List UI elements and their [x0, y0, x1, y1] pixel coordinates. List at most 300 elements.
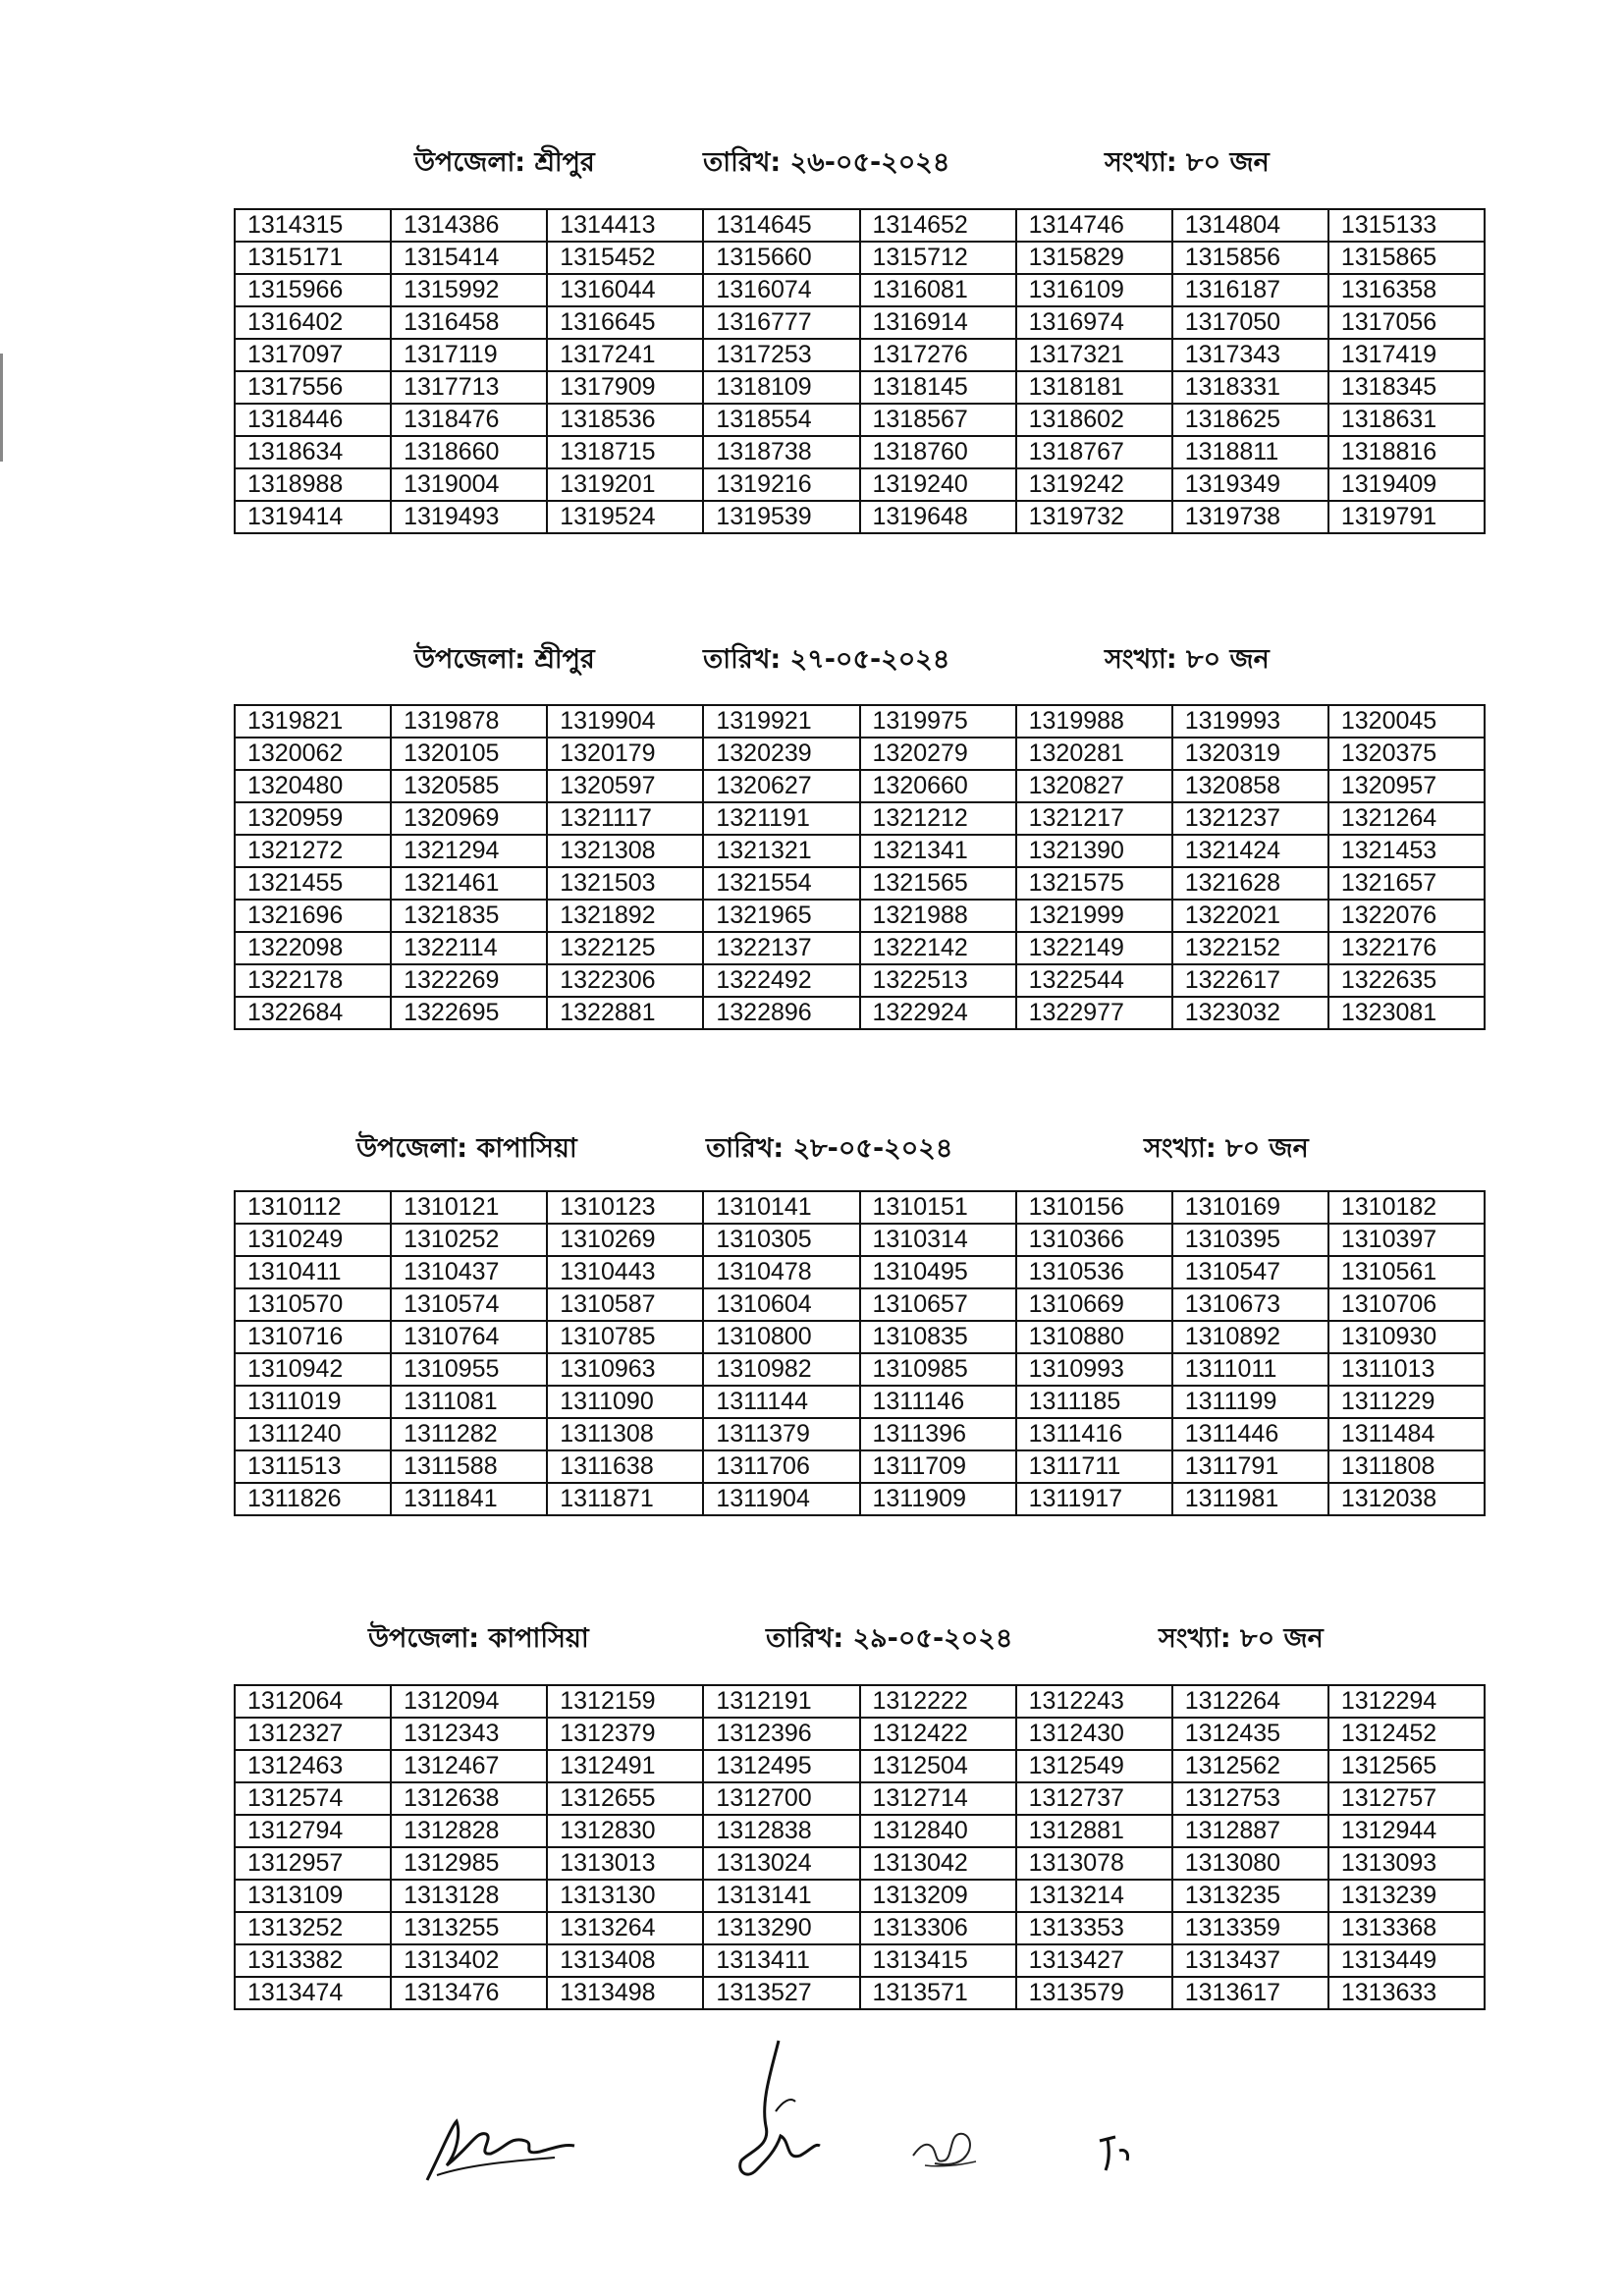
roll-number-cell: 1311146	[860, 1386, 1016, 1418]
roll-number-cell: 1322881	[547, 997, 703, 1029]
roll-number-cell: 1312379	[547, 1718, 703, 1750]
roll-table	[234, 208, 1486, 534]
roll-number-cell: 1318145	[860, 371, 1016, 404]
roll-number-cell: 1310604	[703, 1288, 859, 1321]
table-row	[235, 1847, 1485, 1880]
roll-number-cell: 1318988	[235, 468, 391, 501]
roll-number-cell: 1312422	[860, 1718, 1016, 1750]
roll-number-cell: 1313255	[391, 1912, 547, 1944]
roll-number-cell: 1310800	[703, 1321, 859, 1353]
roll-number-cell: 1310314	[860, 1224, 1016, 1256]
table-row	[235, 1815, 1485, 1847]
roll-number-cell: 1312452	[1328, 1718, 1485, 1750]
roll-number-cell: 1317050	[1172, 306, 1328, 339]
roll-number-cell: 1313449	[1328, 1944, 1485, 1977]
roll-number-cell: 1313013	[547, 1847, 703, 1880]
roll-number-cell: 1319988	[1016, 705, 1172, 738]
roll-number-cell: 1311808	[1328, 1450, 1485, 1483]
date-label: তারিখ: ২৭-০৫-২০২৪	[703, 644, 950, 675]
roll-number-cell: 1315712	[860, 242, 1016, 274]
roll-number-cell: 1319648	[860, 501, 1016, 533]
roll-number-cell: 1311826	[235, 1483, 391, 1515]
roll-number-cell: 1312840	[860, 1815, 1016, 1847]
roll-number-cell: 1312159	[547, 1685, 703, 1718]
roll-number-cell: 1321575	[1016, 867, 1172, 900]
roll-number-cell: 1321424	[1172, 835, 1328, 867]
roll-number-cell: 1310963	[547, 1353, 703, 1386]
roll-number-cell: 1312038	[1328, 1483, 1485, 1515]
roll-number-cell: 1311981	[1172, 1483, 1328, 1515]
roll-number-cell: 1321461	[391, 867, 547, 900]
roll-number-cell: 1312574	[235, 1782, 391, 1815]
roll-number-cell: 1319738	[1172, 501, 1328, 533]
roll-number-cell: 1320062	[235, 738, 391, 770]
roll-number-cell: 1312191	[703, 1685, 859, 1718]
roll-number-cell: 1310252	[391, 1224, 547, 1256]
roll-number-cell: 1311240	[235, 1418, 391, 1450]
roll-number-cell: 1315856	[1172, 242, 1328, 274]
roll-number-cell: 1313353	[1016, 1912, 1172, 1944]
roll-number-cell: 1311711	[1016, 1450, 1172, 1483]
count-label: সংখ্যা: ৮০ জন	[1105, 147, 1270, 178]
upazila-label: উপজেলা: কাপাসিয়া	[356, 1133, 577, 1164]
roll-number-cell: 1310397	[1328, 1224, 1485, 1256]
roll-number-cell: 1322137	[703, 932, 859, 964]
table-row	[235, 274, 1485, 306]
roll-number-cell: 1321272	[235, 835, 391, 867]
roll-number-cell: 1311308	[547, 1418, 703, 1450]
section-header	[234, 639, 1486, 683]
roll-number-cell: 1319201	[547, 468, 703, 501]
roll-number-cell: 1310880	[1016, 1321, 1172, 1353]
roll-number-cell: 1311904	[703, 1483, 859, 1515]
roll-number-cell: 1311416	[1016, 1418, 1172, 1450]
upazila-label: উপজেলা: শ্রীপুর	[414, 147, 595, 178]
roll-number-cell: 1313252	[235, 1912, 391, 1944]
roll-number-cell: 1310151	[860, 1191, 1016, 1224]
roll-number-cell: 1311379	[703, 1418, 859, 1450]
roll-number-cell: 1310478	[703, 1256, 859, 1288]
roll-number-cell: 1316187	[1172, 274, 1328, 306]
roll-number-cell: 1322896	[703, 997, 859, 1029]
roll-number-cell: 1316777	[703, 306, 859, 339]
table-row	[235, 306, 1485, 339]
roll-number-cell: 1321892	[547, 900, 703, 932]
table-row	[235, 802, 1485, 835]
table-row	[235, 1782, 1485, 1815]
roll-number-cell: 1318634	[235, 436, 391, 468]
roll-number-cell: 1320179	[547, 738, 703, 770]
section-header	[234, 142, 1486, 186]
roll-number-cell: 1319524	[547, 501, 703, 533]
roll-number-cell: 1322695	[391, 997, 547, 1029]
roll-number-cell: 1320957	[1328, 770, 1485, 802]
roll-number-cell: 1310955	[391, 1353, 547, 1386]
roll-number-cell: 1313427	[1016, 1944, 1172, 1977]
roll-number-cell: 1322513	[860, 964, 1016, 997]
roll-number-cell: 1319409	[1328, 468, 1485, 501]
table-row	[235, 932, 1485, 964]
roll-number-cell: 1313617	[1172, 1977, 1328, 2009]
roll-number-cell: 1319904	[547, 705, 703, 738]
roll-number-cell: 1310437	[391, 1256, 547, 1288]
roll-number-cell: 1315452	[547, 242, 703, 274]
roll-number-cell: 1320969	[391, 802, 547, 835]
roll-number-cell: 1312327	[235, 1718, 391, 1750]
roll-number-cell: 1321308	[547, 835, 703, 867]
roll-number-cell: 1310942	[235, 1353, 391, 1386]
roll-number-cell: 1318816	[1328, 436, 1485, 468]
roll-number-cell: 1318181	[1016, 371, 1172, 404]
roll-number-cell: 1316974	[1016, 306, 1172, 339]
roll-number-cell: 1321628	[1172, 867, 1328, 900]
roll-number-cell: 1312737	[1016, 1782, 1172, 1815]
roll-number-cell: 1312957	[235, 1847, 391, 1880]
table-row	[235, 835, 1485, 867]
date-label: তারিখ: ২৮-০৫-২০২৪	[706, 1133, 953, 1164]
table-row	[235, 1386, 1485, 1418]
roll-number-cell: 1311396	[860, 1418, 1016, 1450]
roll-number-cell: 1311791	[1172, 1450, 1328, 1483]
roll-number-cell: 1321321	[703, 835, 859, 867]
roll-number-cell: 1315414	[391, 242, 547, 274]
roll-number-cell: 1320239	[703, 738, 859, 770]
signature-4	[1090, 2129, 1149, 2178]
roll-number-cell: 1321965	[703, 900, 859, 932]
roll-number-cell: 1315992	[391, 274, 547, 306]
roll-number-cell: 1320858	[1172, 770, 1328, 802]
roll-number-cell: 1311706	[703, 1450, 859, 1483]
section-header	[234, 1128, 1486, 1172]
roll-number-cell: 1317097	[235, 339, 391, 371]
roll-number-cell: 1311709	[860, 1450, 1016, 1483]
roll-number-cell: 1322492	[703, 964, 859, 997]
roll-number-cell: 1322176	[1328, 932, 1485, 964]
roll-number-cell: 1316109	[1016, 274, 1172, 306]
roll-number-cell: 1317556	[235, 371, 391, 404]
roll-number-cell: 1312549	[1016, 1750, 1172, 1782]
table-row	[235, 1450, 1485, 1483]
roll-number-cell: 1310785	[547, 1321, 703, 1353]
table-row	[235, 1288, 1485, 1321]
table-row	[235, 1912, 1485, 1944]
roll-number-cell: 1312838	[703, 1815, 859, 1847]
roll-number-cell: 1312881	[1016, 1815, 1172, 1847]
roll-number-cell: 1313579	[1016, 1977, 1172, 2009]
roll-table	[234, 704, 1486, 1030]
table-row	[235, 404, 1485, 436]
roll-number-cell: 1322306	[547, 964, 703, 997]
roll-number-cell: 1311841	[391, 1483, 547, 1515]
roll-number-cell: 1311513	[235, 1450, 391, 1483]
roll-number-cell: 1313359	[1172, 1912, 1328, 1944]
roll-number-cell: 1320827	[1016, 770, 1172, 802]
roll-number-cell: 1313239	[1328, 1880, 1485, 1912]
roll-number-cell: 1311090	[547, 1386, 703, 1418]
table-row	[235, 1321, 1485, 1353]
roll-number-cell: 1322149	[1016, 932, 1172, 964]
roll-number-cell: 1321503	[547, 867, 703, 900]
roll-number-cell: 1310305	[703, 1224, 859, 1256]
roll-number-cell: 1310587	[547, 1288, 703, 1321]
roll-number-cell: 1323081	[1328, 997, 1485, 1029]
roll-number-cell: 1310395	[1172, 1224, 1328, 1256]
roll-number-cell: 1321696	[235, 900, 391, 932]
roll-number-cell: 1315660	[703, 242, 859, 274]
roll-number-cell: 1322152	[1172, 932, 1328, 964]
upazila-label: উপজেলা: শ্রীপুর	[414, 644, 595, 675]
roll-number-cell: 1313498	[547, 1977, 703, 2009]
roll-number-cell: 1310495	[860, 1256, 1016, 1288]
roll-number-cell: 1317056	[1328, 306, 1485, 339]
roll-number-cell: 1316081	[860, 274, 1016, 306]
roll-number-cell: 1318331	[1172, 371, 1328, 404]
roll-number-cell: 1311638	[547, 1450, 703, 1483]
roll-number-cell: 1321264	[1328, 802, 1485, 835]
roll-number-cell: 1318602	[1016, 404, 1172, 436]
roll-number-cell: 1321554	[703, 867, 859, 900]
roll-number-cell: 1313571	[860, 1977, 1016, 2009]
roll-number-cell: 1317253	[703, 339, 859, 371]
roll-number-cell: 1321999	[1016, 900, 1172, 932]
roll-number-cell: 1321657	[1328, 867, 1485, 900]
table-row	[235, 997, 1485, 1029]
roll-number-cell: 1322142	[860, 932, 1016, 964]
roll-number-cell: 1313214	[1016, 1880, 1172, 1912]
roll-number-cell: 1322269	[391, 964, 547, 997]
roll-number-cell: 1314652	[860, 209, 1016, 242]
roll-number-cell: 1314386	[391, 209, 547, 242]
roll-number-cell: 1313209	[860, 1880, 1016, 1912]
roll-number-cell: 1322076	[1328, 900, 1485, 932]
roll-number-cell: 1318625	[1172, 404, 1328, 436]
roll-number-cell: 1312430	[1016, 1718, 1172, 1750]
roll-number-cell: 1319004	[391, 468, 547, 501]
roll-number-cell: 1320585	[391, 770, 547, 802]
roll-number-cell: 1310121	[391, 1191, 547, 1224]
roll-number-cell: 1318567	[860, 404, 1016, 436]
roll-number-cell: 1317119	[391, 339, 547, 371]
roll-number-cell: 1312828	[391, 1815, 547, 1847]
roll-number-cell: 1319821	[235, 705, 391, 738]
roll-number-cell: 1322114	[391, 932, 547, 964]
table-row	[235, 770, 1485, 802]
roll-number-cell: 1312435	[1172, 1718, 1328, 1750]
roll-number-cell: 1321212	[860, 802, 1016, 835]
roll-number-cell: 1311144	[703, 1386, 859, 1418]
table-row	[235, 1977, 1485, 2009]
roll-number-cell: 1313264	[547, 1912, 703, 1944]
roll-number-cell: 1310547	[1172, 1256, 1328, 1288]
roll-number-cell: 1318476	[391, 404, 547, 436]
roll-number-cell: 1321455	[235, 867, 391, 900]
roll-number-cell: 1322544	[1016, 964, 1172, 997]
roll-number-cell: 1311019	[235, 1386, 391, 1418]
roll-number-cell: 1312562	[1172, 1750, 1328, 1782]
roll-number-cell: 1319414	[235, 501, 391, 533]
roll-number-cell: 1316074	[703, 274, 859, 306]
roll-number-cell: 1322021	[1172, 900, 1328, 932]
roll-number-cell: 1310835	[860, 1321, 1016, 1353]
roll-number-cell: 1312294	[1328, 1685, 1485, 1718]
roll-number-cell: 1313141	[703, 1880, 859, 1912]
roll-number-cell: 1320105	[391, 738, 547, 770]
roll-number-cell: 1310366	[1016, 1224, 1172, 1256]
table-row	[235, 468, 1485, 501]
roll-number-cell: 1319791	[1328, 501, 1485, 533]
roll-number-cell: 1312944	[1328, 1815, 1485, 1847]
roll-number-cell: 1321191	[703, 802, 859, 835]
roll-number-cell: 1314804	[1172, 209, 1328, 242]
table-row	[235, 1224, 1485, 1256]
roll-number-cell: 1310993	[1016, 1353, 1172, 1386]
roll-number-cell: 1310892	[1172, 1321, 1328, 1353]
roll-number-cell: 1313402	[391, 1944, 547, 1977]
roll-number-cell: 1322125	[547, 932, 703, 964]
table-row	[235, 1191, 1485, 1224]
table-row	[235, 738, 1485, 770]
table-row	[235, 242, 1485, 274]
roll-number-cell: 1311013	[1328, 1353, 1485, 1386]
roll-number-cell: 1319878	[391, 705, 547, 738]
table-row	[235, 436, 1485, 468]
roll-number-cell: 1312467	[391, 1750, 547, 1782]
roll-number-cell: 1313411	[703, 1944, 859, 1977]
roll-number-cell: 1311081	[391, 1386, 547, 1418]
roll-number-cell: 1310536	[1016, 1256, 1172, 1288]
roll-number-cell: 1319349	[1172, 468, 1328, 501]
roll-number-cell: 1311871	[547, 1483, 703, 1515]
section-header	[234, 1618, 1486, 1662]
roll-number-cell: 1320279	[860, 738, 1016, 770]
roll-number-cell: 1312830	[547, 1815, 703, 1847]
roll-number-cell: 1311282	[391, 1418, 547, 1450]
roll-number-cell: 1318767	[1016, 436, 1172, 468]
table-row	[235, 867, 1485, 900]
roll-number-cell: 1315966	[235, 274, 391, 306]
roll-number-cell: 1320627	[703, 770, 859, 802]
roll-number-cell: 1313527	[703, 1977, 859, 2009]
roll-number-cell: 1313078	[1016, 1847, 1172, 1880]
signature-3	[905, 2116, 984, 2175]
roll-number-cell: 1318738	[703, 436, 859, 468]
roll-number-cell: 1318811	[1172, 436, 1328, 468]
roll-number-cell: 1310561	[1328, 1256, 1485, 1288]
roll-number-cell: 1310443	[547, 1256, 703, 1288]
roll-number-cell: 1322098	[235, 932, 391, 964]
roll-number-cell: 1319493	[391, 501, 547, 533]
roll-number-cell: 1310269	[547, 1224, 703, 1256]
roll-number-cell: 1319539	[703, 501, 859, 533]
roll-number-cell: 1321390	[1016, 835, 1172, 867]
roll-table	[234, 1684, 1486, 2010]
roll-number-cell: 1313382	[235, 1944, 391, 1977]
roll-number-cell: 1319993	[1172, 705, 1328, 738]
roll-number-cell: 1316458	[391, 306, 547, 339]
roll-number-cell: 1310169	[1172, 1191, 1328, 1224]
signature-1	[417, 2097, 584, 2190]
roll-number-cell: 1321117	[547, 802, 703, 835]
roll-number-cell: 1319242	[1016, 468, 1172, 501]
roll-number-cell: 1312714	[860, 1782, 1016, 1815]
roll-number-cell: 1316044	[547, 274, 703, 306]
roll-number-cell: 1311199	[1172, 1386, 1328, 1418]
roll-number-cell: 1310982	[703, 1353, 859, 1386]
roll-number-cell: 1317343	[1172, 339, 1328, 371]
roll-number-cell: 1310716	[235, 1321, 391, 1353]
roll-number-cell: 1312700	[703, 1782, 859, 1815]
roll-number-cell: 1312495	[703, 1750, 859, 1782]
roll-number-cell: 1322617	[1172, 964, 1328, 997]
roll-number-cell: 1317713	[391, 371, 547, 404]
roll-number-cell: 1317909	[547, 371, 703, 404]
roll-number-cell: 1313080	[1172, 1847, 1328, 1880]
roll-number-cell: 1314413	[547, 209, 703, 242]
roll-number-cell: 1320319	[1172, 738, 1328, 770]
roll-number-cell: 1318660	[391, 436, 547, 468]
roll-number-cell: 1313415	[860, 1944, 1016, 1977]
roll-number-cell: 1312243	[1016, 1685, 1172, 1718]
date-label: তারিখ: ২৬-০৫-২০২৪	[703, 147, 950, 178]
table-row	[235, 371, 1485, 404]
table-row	[235, 1483, 1485, 1515]
roll-number-cell: 1315865	[1328, 242, 1485, 274]
roll-number-cell: 1310249	[235, 1224, 391, 1256]
count-label: সংখ্যা: ৮০ জন	[1144, 1133, 1309, 1164]
roll-number-cell: 1318536	[547, 404, 703, 436]
roll-number-cell: 1313290	[703, 1912, 859, 1944]
roll-number-cell: 1316358	[1328, 274, 1485, 306]
roll-number-cell: 1311185	[1016, 1386, 1172, 1418]
roll-number-cell: 1313437	[1172, 1944, 1328, 1977]
roll-number-cell: 1312757	[1328, 1782, 1485, 1815]
roll-number-cell: 1313368	[1328, 1912, 1485, 1944]
roll-number-cell: 1320660	[860, 770, 1016, 802]
roll-number-cell: 1312565	[1328, 1750, 1485, 1782]
roll-number-cell: 1312504	[860, 1750, 1016, 1782]
roll-number-cell: 1322684	[235, 997, 391, 1029]
table-row	[235, 1718, 1485, 1750]
roll-number-cell: 1313130	[547, 1880, 703, 1912]
roll-number-cell: 1312463	[235, 1750, 391, 1782]
roll-number-cell: 1311588	[391, 1450, 547, 1483]
roll-number-cell: 1320597	[547, 770, 703, 802]
roll-number-cell: 1322178	[235, 964, 391, 997]
roll-number-cell: 1318631	[1328, 404, 1485, 436]
table-row	[235, 209, 1485, 242]
roll-number-cell: 1313109	[235, 1880, 391, 1912]
roll-number-cell: 1312655	[547, 1782, 703, 1815]
roll-number-cell: 1318446	[235, 404, 391, 436]
roll-number-cell: 1318109	[703, 371, 859, 404]
roll-number-cell: 1317241	[547, 339, 703, 371]
signature-2	[722, 2033, 830, 2190]
roll-number-cell: 1312264	[1172, 1685, 1328, 1718]
table-row	[235, 339, 1485, 371]
roll-number-cell: 1318715	[547, 436, 703, 468]
table-row	[235, 1418, 1485, 1450]
roll-number-cell: 1321988	[860, 900, 1016, 932]
roll-number-cell: 1321835	[391, 900, 547, 932]
table-row	[235, 1353, 1485, 1386]
roll-number-cell: 1319732	[1016, 501, 1172, 533]
roll-number-cell: 1310574	[391, 1288, 547, 1321]
count-label: সংখ্যা: ৮০ জন	[1105, 644, 1270, 675]
roll-number-cell: 1312343	[391, 1718, 547, 1750]
roll-number-cell: 1310141	[703, 1191, 859, 1224]
table-row	[235, 1880, 1485, 1912]
roll-number-cell: 1312794	[235, 1815, 391, 1847]
